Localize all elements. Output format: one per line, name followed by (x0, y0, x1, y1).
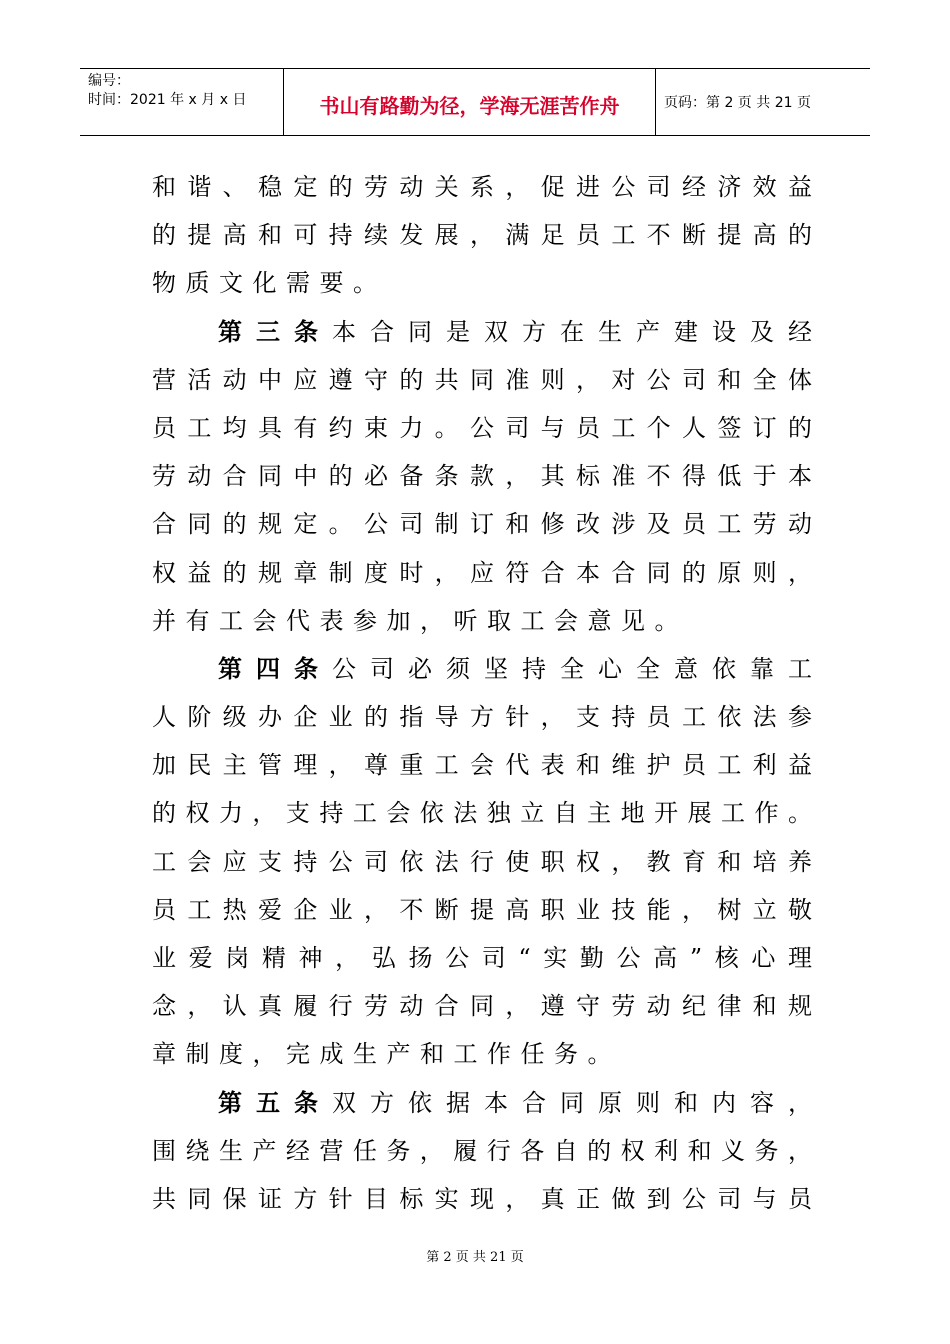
header-motto-cell (283, 69, 656, 135)
text-line: 员工热爱企业，不断提高职业技能，树立敬 (152, 895, 812, 924)
text-line: 物质文化需要。 (152, 269, 387, 298)
header-motto: 书山有路勤为径，学海无涯苦作舟 (319, 93, 620, 118)
text-line: 围绕生产经营任务，履行各自的权利和义务， (152, 1136, 812, 1165)
document-time-label: 时间：2021 年 x 月 x 日 (88, 92, 247, 108)
article-4-first-line (152, 645, 812, 693)
text-line: 共同保证方针目标实现，真正做到公司与员 (152, 1184, 812, 1213)
text-line: 合同的规定。公司制订和修改涉及员工劳动 (152, 510, 812, 539)
text-line: 劳动合同中的必备条款，其标准不得低于本 (152, 462, 812, 491)
article-3-heading: 第三条 (218, 317, 332, 346)
header-page-info (656, 69, 870, 135)
article-5-heading: 第五条 (218, 1088, 332, 1117)
text-line: 并有工会代表参加，听取工会意见。 (152, 606, 688, 635)
text-line: 加民主管理，尊重工会代表和维护员工利益 (152, 751, 812, 780)
text-line: 业爱岗精神，弘扬公司“实勤公高”核心理 (152, 944, 812, 972)
text-line: 工会应支持公司依法行使职权，教育和培养 (152, 847, 812, 876)
article-5-first-line (152, 1079, 812, 1127)
text-line: 念，认真履行劳动合同，遵守劳动纪律和规 (152, 992, 812, 1021)
header-meta (80, 69, 283, 135)
article-5-text: 双方依据本合同原则和内容， (332, 1088, 812, 1117)
header-page-number: 页码：第 2 页 共 21 页 (664, 95, 811, 111)
text-line: 章制度，完成生产和工作任务。 (152, 1040, 621, 1069)
text-line: 营活动中应遵守的共同准则，对公司和全体 (152, 365, 812, 394)
document-body (152, 163, 812, 1223)
text-line: 权益的规章制度时，应符合本合同的原则， (152, 558, 812, 587)
page-header (80, 68, 870, 136)
article-4-heading: 第四条 (218, 654, 332, 683)
text-line: 人阶级办企业的指导方针，支持员工依法参 (152, 703, 812, 732)
document-number-label: 编号： (88, 73, 130, 89)
article-3-first-line (152, 308, 812, 356)
text-line: 和谐、稳定的劳动关系，促进公司经济效益 (152, 173, 812, 201)
page-footer: 第 2 页 共 21 页 (426, 1250, 524, 1265)
text-line: 员工均具有约束力。公司与员工个人签订的 (152, 413, 812, 442)
article-4-text: 公司必须坚持全心全意依靠工 (332, 654, 812, 683)
text-line: 的权力，支持工会依法独立自主地开展工作。 (152, 799, 812, 828)
article-3-text: 本合同是双方在生产建设及经 (332, 317, 812, 346)
text-line: 的提高和可持续发展，满足员工不断提高的 (152, 221, 812, 250)
